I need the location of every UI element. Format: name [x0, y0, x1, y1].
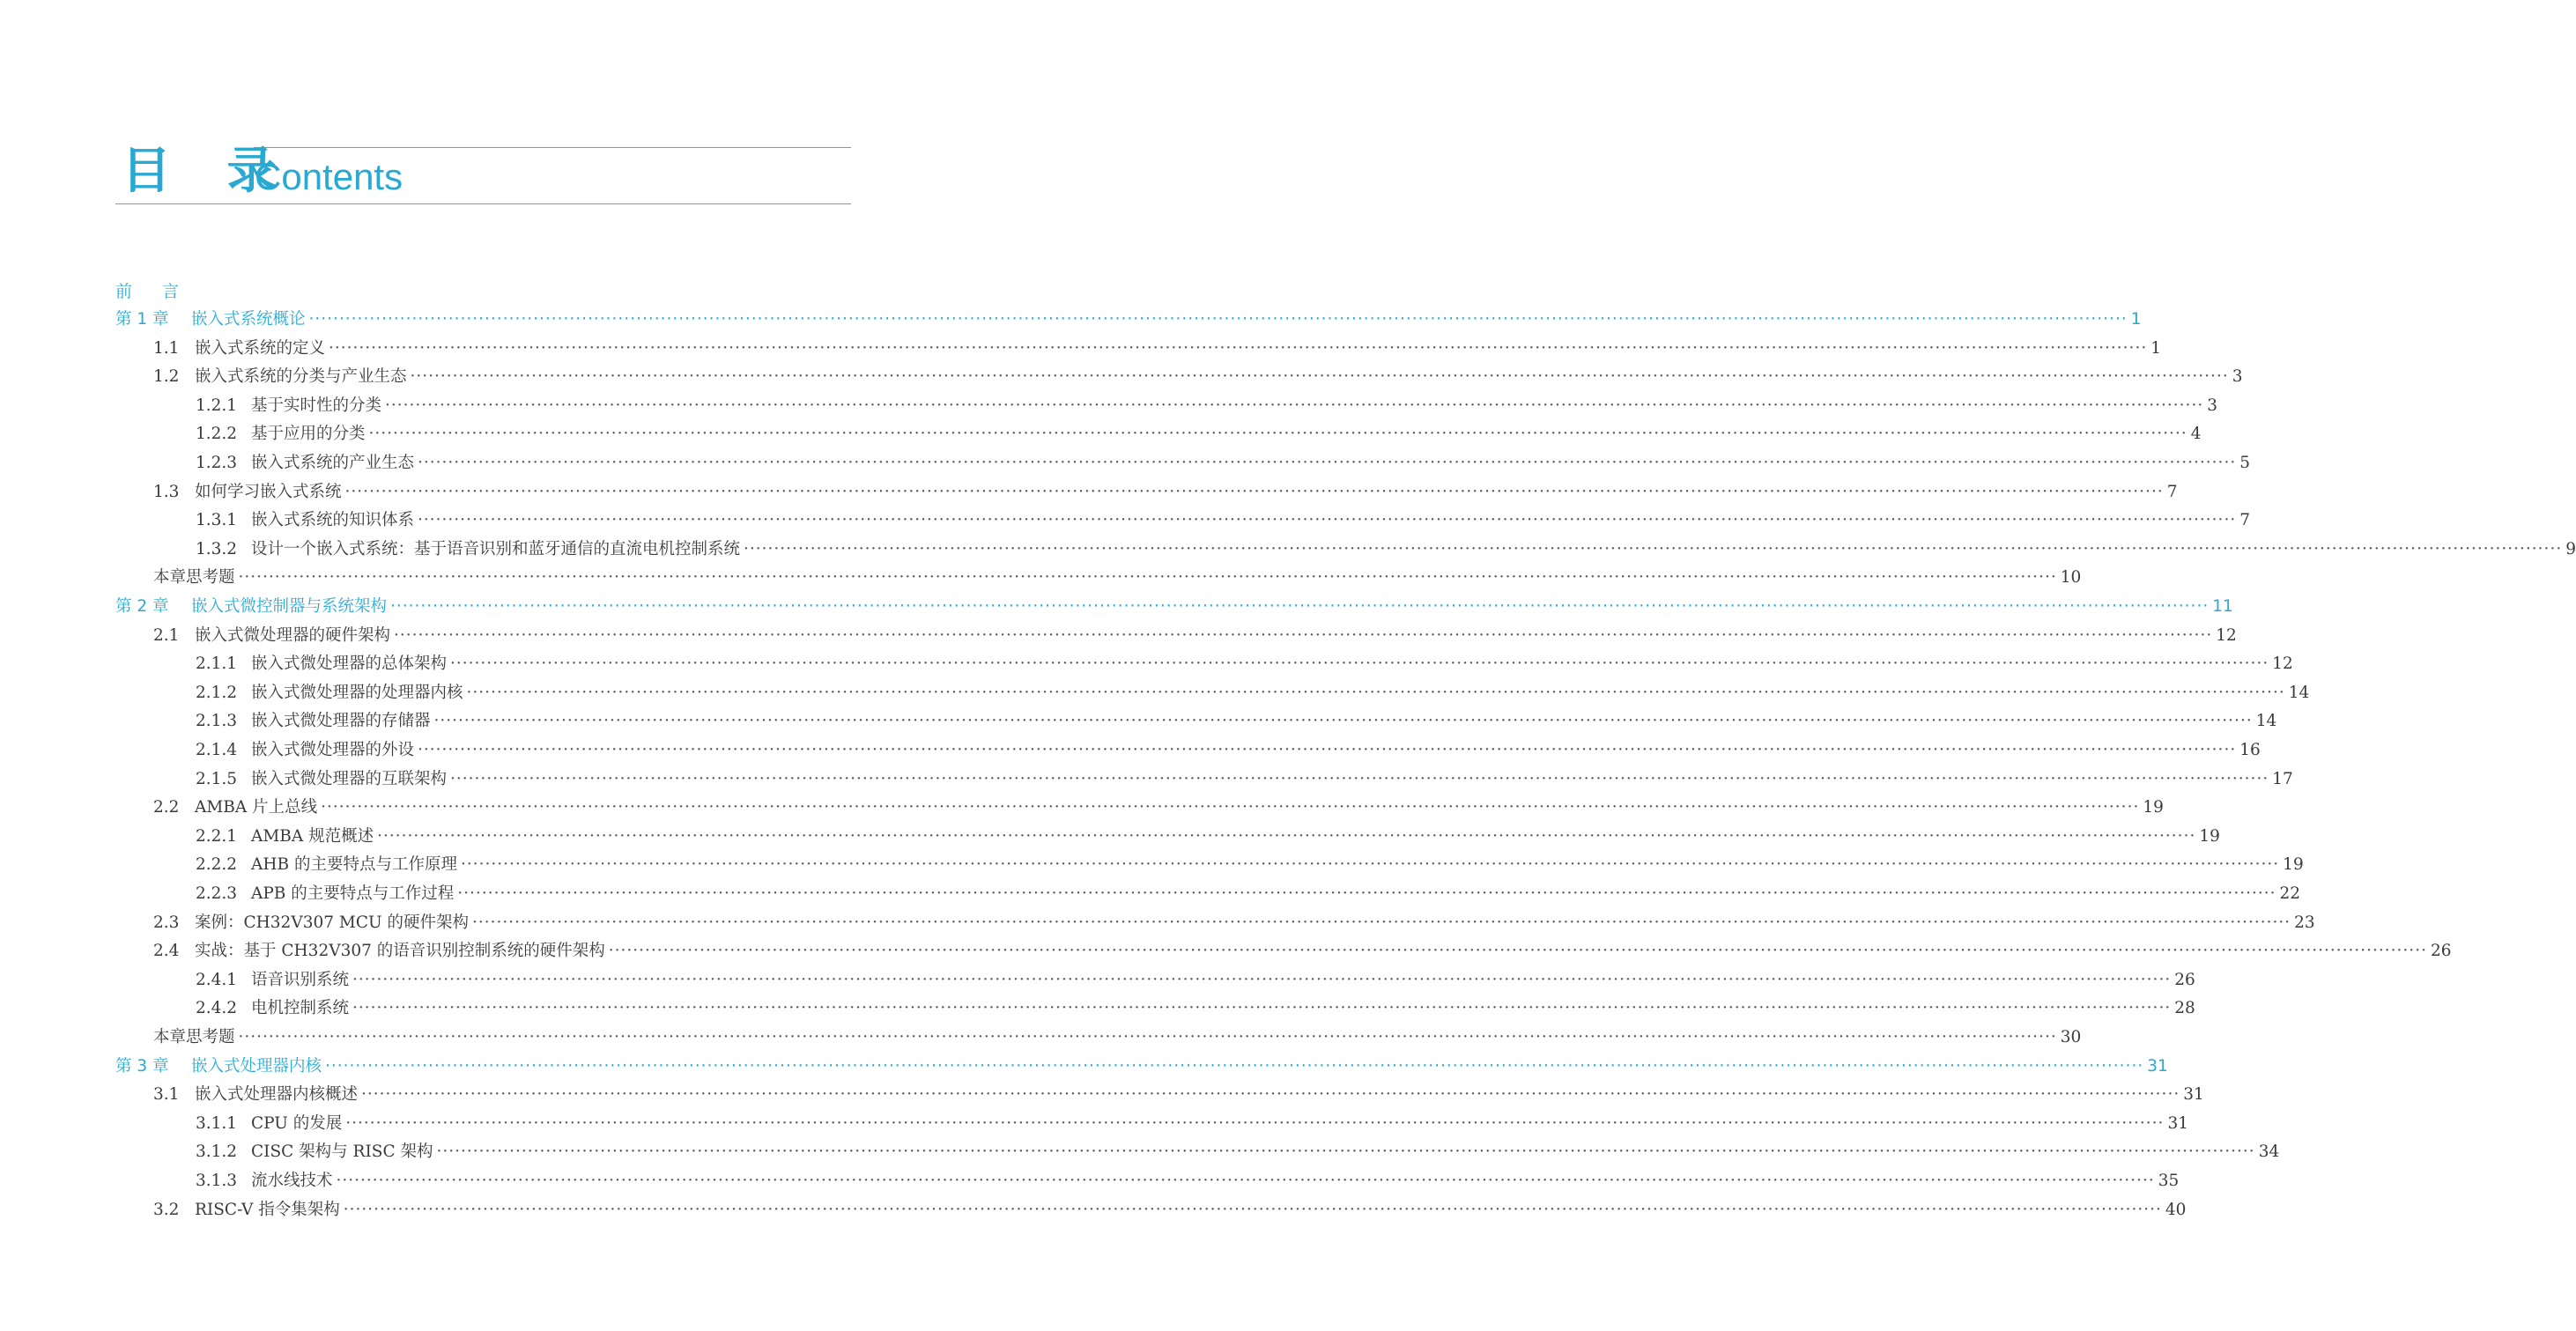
toc-entry-page: 22: [2279, 884, 2301, 903]
toc-entry-number: 2.4.2: [196, 999, 238, 1018]
toc-entry[interactable]: [153, 938, 2452, 965]
toc-entry[interactable]: [196, 852, 2304, 878]
toc-entry-number: 1.3: [153, 482, 180, 501]
toc-entry-number: 2.2.3: [196, 884, 238, 903]
toc-entry-title: 嵌入式微处理器的总体架构: [251, 654, 448, 674]
toc-entry-page: 30: [2060, 1028, 2082, 1046]
toc-entry-title: 嵌入式微控制器与系统架构: [191, 597, 388, 616]
toc-leader-dots: ············································································································································································································································································································: [460, 855, 2280, 875]
toc-entry-title: 电机控制系统: [251, 999, 350, 1018]
toc-leader-dots: ············································································································································································································································································································: [238, 568, 2057, 588]
toc-entry[interactable]: [153, 1197, 2187, 1224]
toc-entry[interactable]: [153, 479, 2178, 506]
toc-entry-page: 14: [2288, 683, 2310, 702]
toc-entry-number: 1.2.3: [196, 454, 238, 472]
toc-entry-page: 5: [2239, 454, 2250, 472]
toc-entry[interactable]: [196, 1168, 2180, 1194]
toc-entry-number: 2.3: [153, 913, 180, 932]
toc-leader-dots: ············································································································································································································································································································: [450, 769, 2269, 788]
toc-leader-dots: ············································································································································································································································································································: [336, 1172, 2155, 1190]
toc-entry[interactable]: [153, 1024, 2082, 1051]
toc-entry-page: 7: [2239, 511, 2250, 530]
toc-entry[interactable]: [196, 766, 2293, 793]
toc-entry-page: 12: [2216, 625, 2237, 645]
toc-leader-dots: ············································································································································································································································································································: [457, 884, 2276, 903]
toc-entry-title: 嵌入式微处理器的互联架构: [251, 769, 448, 788]
toc-entry-title: APB 的主要特点与工作过程: [251, 884, 455, 903]
toc-entry-title: 嵌入式系统的产业生态: [251, 454, 415, 472]
toc-entry-number: 2.1.1: [196, 654, 238, 674]
toc-leader-dots: ············································································································································································································································································································: [394, 625, 2213, 645]
toc-entry-number: 2.1.5: [196, 769, 238, 788]
header-rule-bottom: [115, 203, 851, 204]
toc-entry-number: 2.1.2: [196, 683, 238, 702]
toc-leader-dots: ············································································································································································································································································································: [352, 970, 2172, 989]
toc-entry[interactable]: [196, 737, 2261, 764]
toc-entry-title: 嵌入式系统的知识体系: [251, 511, 415, 530]
toc-entry-page: 4: [2190, 425, 2202, 444]
toc-entry-title: 嵌入式微处理器的外设: [251, 741, 415, 759]
toc-entry-page: 19: [2143, 798, 2164, 817]
toc-entry-number: 第 3 章: [115, 1056, 169, 1076]
toc-entry-page: 11: [2212, 597, 2233, 616]
toc-preface[interactable]: 前 言: [115, 282, 192, 301]
toc-leader-dots: ············································································································································································································································································································: [436, 1142, 2255, 1162]
toc-entry-number: 2.1.3: [196, 712, 238, 731]
toc-entry-title: 嵌入式微处理器的处理器内核: [251, 683, 463, 702]
toc-entry-page: 9: [2565, 539, 2576, 558]
toc-entry[interactable]: [196, 507, 2250, 534]
toc-entry[interactable]: [196, 881, 2301, 907]
toc-entry-page: 23: [2294, 913, 2315, 932]
toc-leader-dots: ············································································································································································································································································································: [368, 425, 2187, 444]
toc-leader-dots: ············································································································································································································································································································: [321, 798, 2140, 817]
toc-entry-number: 2.2: [153, 798, 180, 817]
toc-entry-number: 第 2 章: [115, 597, 169, 616]
toc-chapter-entry[interactable]: [115, 594, 2233, 620]
toc-leader-dots: ············································································································································································································································································································: [418, 454, 2237, 472]
toc-entry[interactable]: [153, 336, 2161, 362]
toc-entry-number: 1.3.2: [196, 539, 238, 558]
toc-entry[interactable]: [196, 651, 2293, 677]
toc-entry-title: AHB 的主要特点与工作原理: [251, 855, 457, 875]
toc-entry-number: 1.2.2: [196, 425, 238, 444]
toc-leader-dots: ············································································································································································································································································································: [345, 1113, 2165, 1133]
toc-entry-number: 2.1: [153, 625, 180, 645]
toc-entry[interactable]: [196, 393, 2217, 419]
toc-entry[interactable]: [196, 450, 2250, 477]
toc-leader-dots: ············································································································································································································································································································: [377, 826, 2196, 846]
toc-entry-page: 19: [2199, 826, 2220, 846]
toc-entry-page: 35: [2158, 1172, 2180, 1190]
toc-entry-title: 嵌入式系统概论: [191, 310, 306, 329]
toc-entry-page: 10: [2060, 568, 2082, 588]
toc-leader-dots: ············································································································································································································································································································: [466, 683, 2285, 702]
toc-entry-page: 26: [2430, 942, 2452, 961]
toc-entry-page: 16: [2239, 741, 2261, 759]
toc-entry-page: 1: [2150, 338, 2161, 358]
toc-entry-page: 19: [2283, 855, 2304, 875]
toc-entry-number: 3.1.1: [196, 1113, 238, 1133]
toc-entry[interactable]: [196, 421, 2202, 447]
toc-entry-number: 2.2.1: [196, 826, 238, 846]
toc-entry-title: CPU 的发展: [251, 1113, 343, 1133]
toc-entry-page: 7: [2166, 482, 2178, 501]
toc-entry-title: 基于实时性的分类: [251, 396, 382, 415]
toc-entry-title: CISC 架构与 RISC 架构: [251, 1142, 433, 1162]
toc-leader-dots: ············································································································································································································································································································: [344, 482, 2164, 501]
toc-leader-dots: ············································································································································································································································································································: [308, 310, 2128, 329]
toc-entry-number: 2.2.2: [196, 855, 238, 875]
toc-chapter-entry[interactable]: [115, 307, 2142, 333]
toc-entry[interactable]: [196, 995, 2195, 1022]
toc-entry-page: 34: [2258, 1142, 2280, 1162]
toc-entry-title: 嵌入式处理器内核概述: [195, 1085, 359, 1105]
toc-entry-number: 3.1.3: [196, 1172, 238, 1190]
toc-entry-title: 嵌入式系统的定义: [195, 338, 326, 358]
toc-entry-title: 本章思考题: [153, 568, 235, 588]
toc-entry-page: 14: [2255, 712, 2277, 731]
toc-entry-title: 嵌入式系统的分类与产业生态: [195, 367, 407, 387]
toc-leader-dots: ············································································································································································································································································································: [329, 338, 2148, 358]
toc-leader-dots: ············································································································································································································································································································: [390, 597, 2210, 616]
toc-leader-dots: ············································································································································································································································································································: [325, 1056, 2144, 1076]
header-rule-top: [254, 147, 851, 148]
toc-entry-title: RISC-V 指令集架构: [195, 1200, 340, 1219]
toc-entry-title: 案例：CH32V307 MCU 的硬件架构: [195, 913, 469, 932]
page-title-english: Contents: [255, 156, 403, 197]
toc-leader-dots: ············································································································································································································································································································: [471, 913, 2291, 932]
toc-entry-title: 基于应用的分类: [251, 425, 366, 444]
toc-entry-page: 12: [2272, 654, 2293, 674]
toc-entry-title: 嵌入式处理器内核: [191, 1056, 322, 1076]
toc-entry[interactable]: [196, 967, 2195, 994]
toc-entry-title: 语音识别系统: [251, 970, 350, 989]
toc-entry-page: 40: [2165, 1200, 2187, 1219]
toc-entry-number: 2.4.1: [196, 970, 238, 989]
toc-entry-title: 实战：基于 CH32V307 的语音识别控制系统的硬件架构: [195, 942, 605, 961]
toc-entry-title: AMBA 片上总线: [195, 798, 318, 817]
toc-entry-title: 嵌入式微处理器的硬件架构: [195, 625, 391, 645]
page-title: 目 录: [122, 143, 296, 200]
toc-entry[interactable]: [196, 680, 2310, 706]
toc-entry[interactable]: [153, 1082, 2204, 1108]
toc-leader-dots: ············································································································································································································································································································: [361, 1085, 2180, 1105]
toc-entry-page: 3: [2207, 396, 2217, 415]
toc-leader-dots: ············································································································································································································································································································: [418, 511, 2237, 530]
toc-entry-page: 31: [2183, 1085, 2204, 1105]
toc-entry-page: 3: [2232, 367, 2243, 387]
toc-entry-number: 1.2.1: [196, 396, 238, 415]
toc-entry-number: 第 1 章: [115, 310, 169, 329]
toc-entry-number: 3.1.2: [196, 1142, 238, 1162]
toc-entry[interactable]: [153, 364, 2243, 390]
toc-leader-dots: ············································································································································································································································································································: [418, 741, 2237, 759]
toc-entry-number: 1.2: [153, 367, 180, 387]
toc-leader-dots: ············································································································································································································································································································: [385, 396, 2204, 415]
toc-leader-dots: ············································································································································································································································································································: [238, 1028, 2057, 1046]
toc-entry[interactable]: [196, 824, 2220, 850]
toc-entry-number: 1.1: [153, 338, 180, 358]
toc-entry-title: 设计一个嵌入式系统：基于语音识别和蓝牙通信的直流电机控制系统: [251, 539, 741, 558]
toc-entry-number: 1.3.1: [196, 511, 238, 530]
toc-entry[interactable]: [196, 536, 2576, 563]
toc-entry[interactable]: [153, 565, 2082, 591]
toc-entry-title: 如何学习嵌入式系统: [195, 482, 342, 501]
toc-entry-page: 31: [2147, 1056, 2168, 1076]
toc-leader-dots: ············································································································································································································································································································: [608, 942, 2427, 961]
toc-leader-dots: ············································································································································································································································································································: [352, 999, 2172, 1018]
toc-entry-number: 2.1.4: [196, 741, 238, 759]
toc-entry-title: 嵌入式微处理器的存储器: [251, 712, 431, 731]
toc-entry-page: 28: [2174, 999, 2195, 1018]
toc-entry-number: 3.2: [153, 1200, 180, 1219]
toc-entry-page: 1: [2130, 310, 2142, 329]
toc-leader-dots: ············································································································································································································································································································: [450, 654, 2269, 674]
toc-entry-number: 3.1: [153, 1085, 180, 1105]
toc-entry-number: 2.4: [153, 942, 180, 961]
toc-entry[interactable]: [153, 623, 2237, 649]
toc-entry[interactable]: [196, 1111, 2188, 1137]
toc-chapter-entry[interactable]: [115, 1054, 2168, 1080]
toc-entry[interactable]: [153, 910, 2315, 936]
toc-entry[interactable]: [153, 795, 2164, 821]
toc-entry-page: 17: [2272, 769, 2293, 788]
toc-leader-dots: ············································································································································································································································································································: [410, 367, 2229, 387]
toc-entry-page: 26: [2174, 970, 2195, 989]
toc-entry-title: 流水线技术: [251, 1172, 333, 1190]
toc-leader-dots: ············································································································································································································································································································: [343, 1200, 2162, 1219]
toc-leader-dots: ············································································································································································································································································································: [433, 712, 2253, 731]
toc-leader-dots: ············································································································································································································································································································: [744, 539, 2563, 558]
toc-entry-title: AMBA 规范概述: [251, 826, 374, 846]
toc-entry[interactable]: [196, 1139, 2280, 1165]
toc-entry-title: 本章思考题: [153, 1028, 235, 1046]
toc-entry-page: 31: [2167, 1113, 2188, 1133]
toc-entry[interactable]: [196, 708, 2277, 735]
